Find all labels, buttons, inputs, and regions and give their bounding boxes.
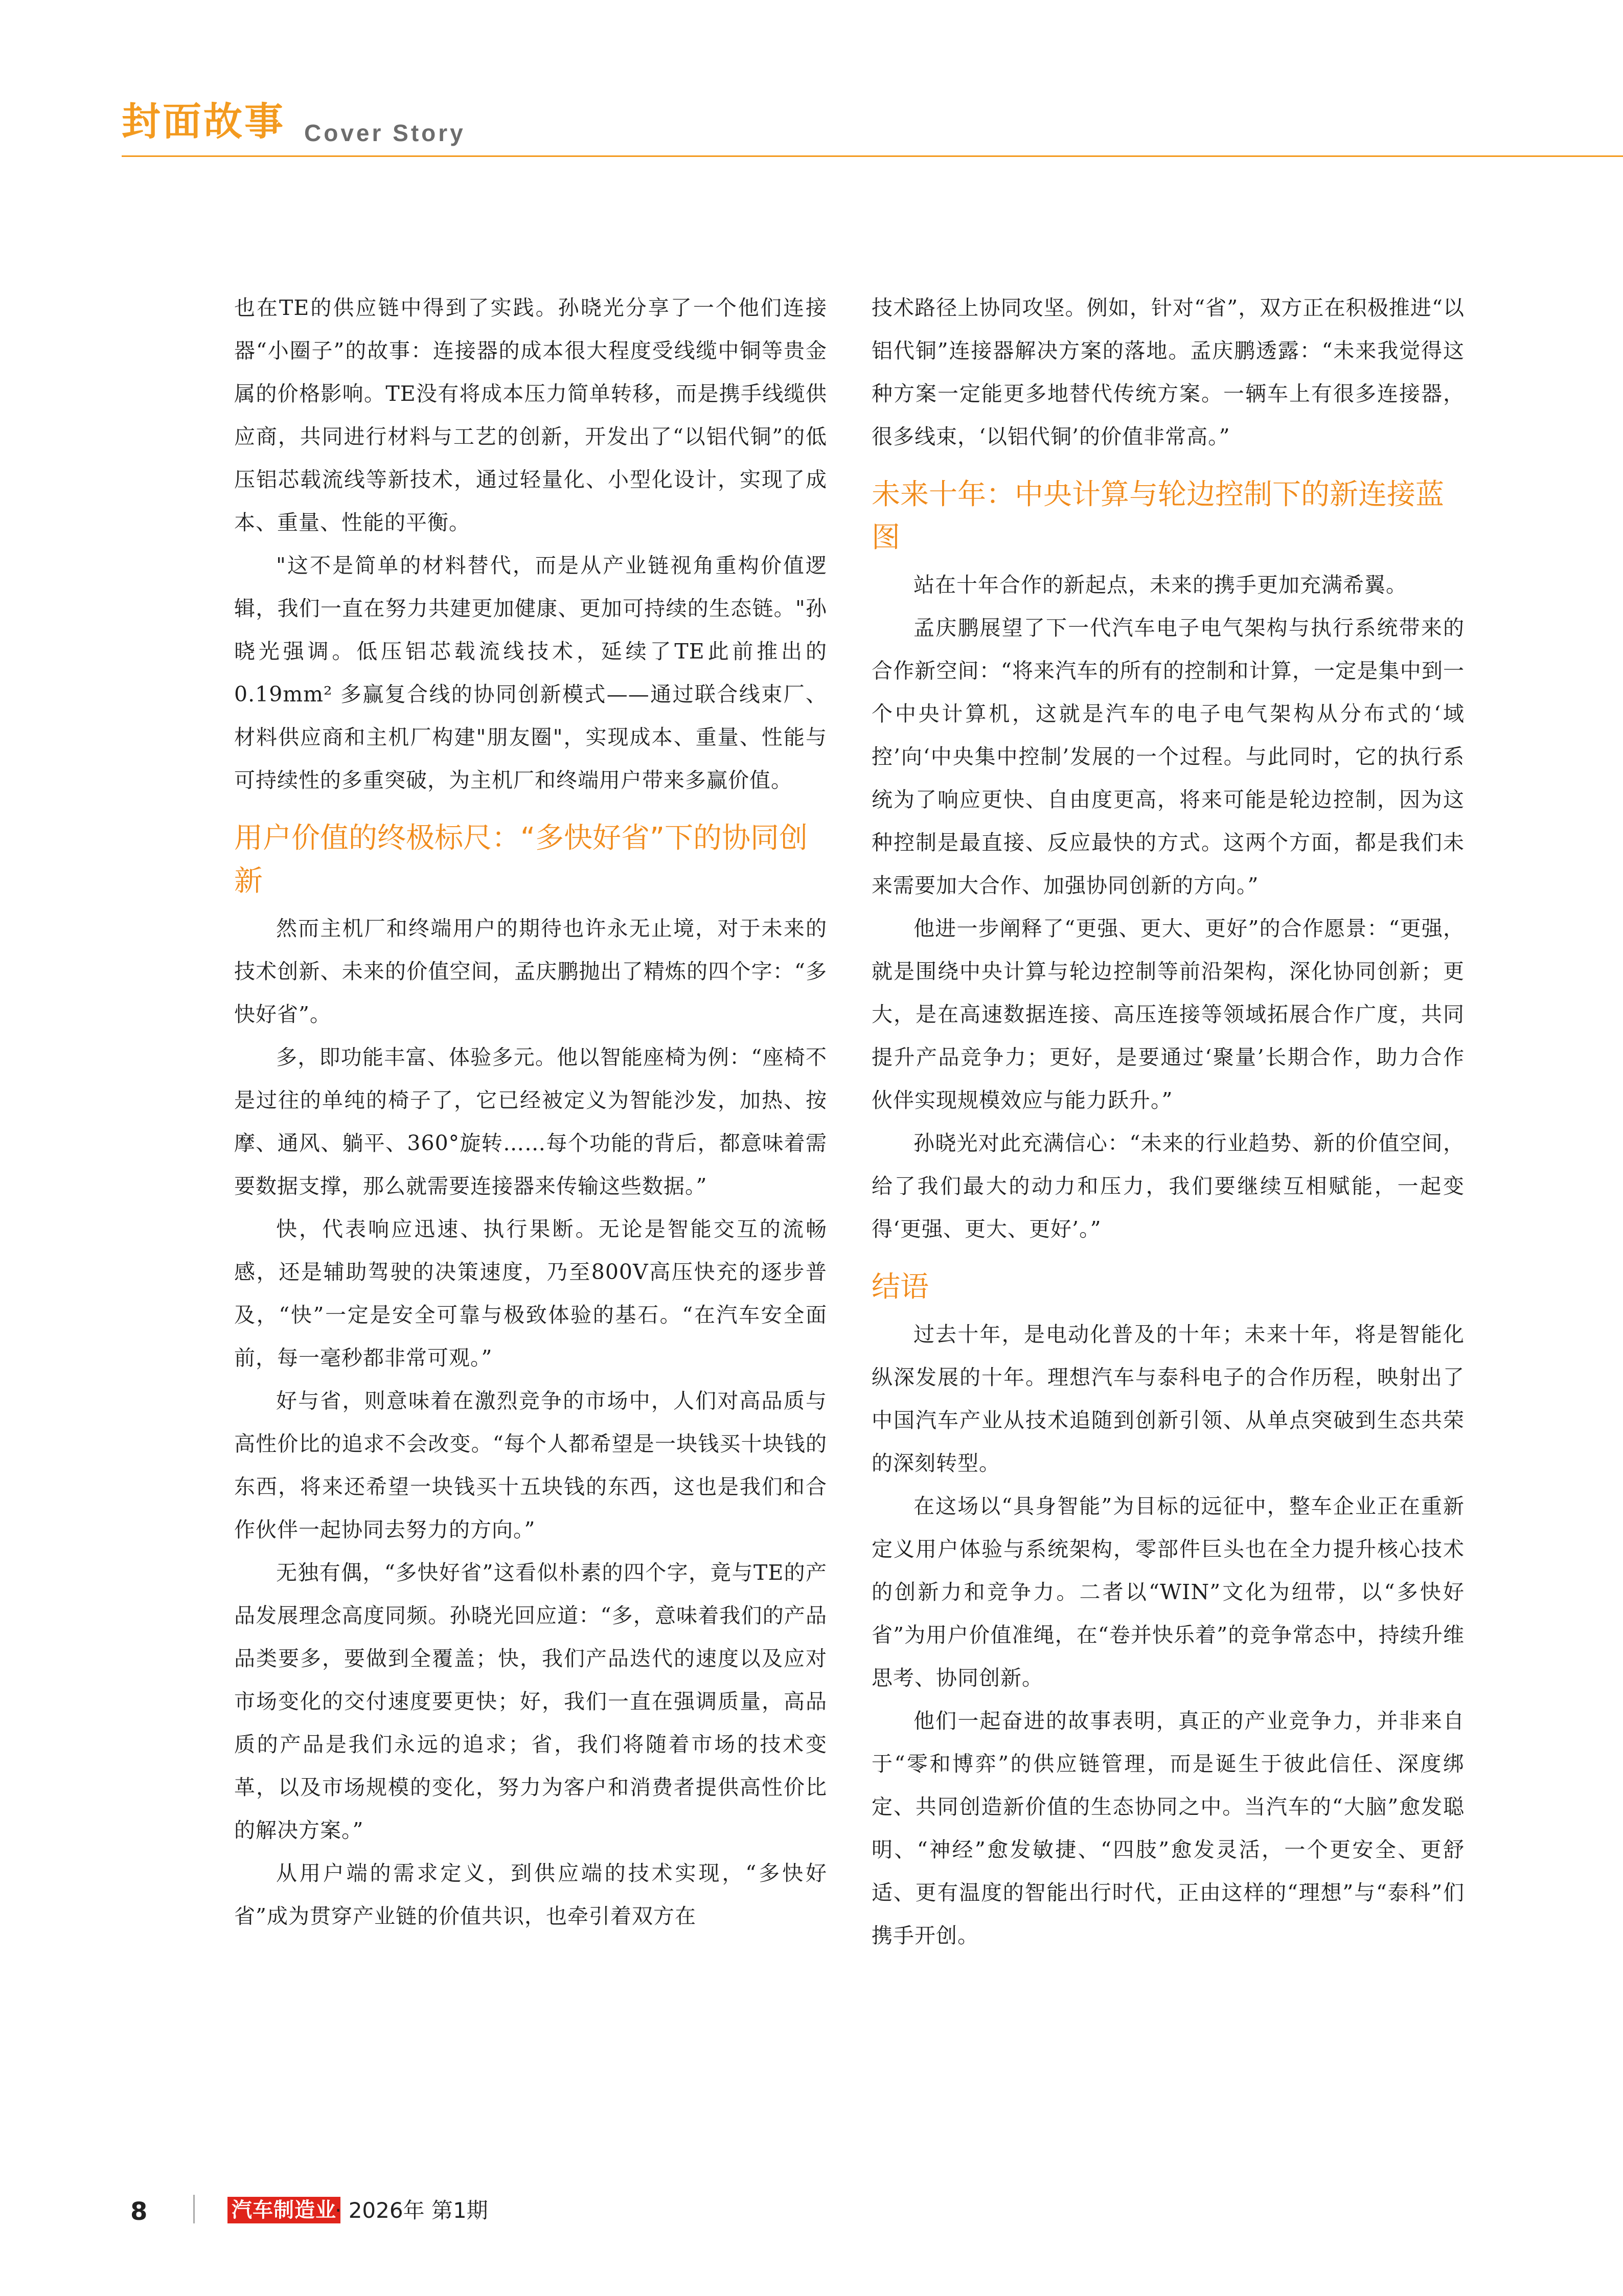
paragraph: 在这场以“具身智能”为目标的远征中，整车企业正在重新定义用户体验与系统架构，零部件巨头也在全力提升核心技术的创新力和竞争力。二者以“WIN”文化为纽带，以“多快好省”为用户价值准绳，在“卷并快乐着”的竞争常态中，持续升维思考、协同创新。 (872, 1494, 1465, 1690)
paragraph: "这不是简单的材料替代，而是从产业链视角重构价值逻辑，我们一直在努力共建更加健康、更加可持续的生态链。"孙晓光强调。低压铝芯载流线技术，延续了TE此前推出的0.19mm² 多赢复合线的协同创新模式——通过联合线束厂、材料供应商和主机厂构建"朋友圈"，实现成本、重量、性能与可持续性的多重突破，为主机厂和终端用户带来多赢价值。 (234, 553, 827, 792)
footer-divider (193, 2195, 195, 2223)
page-number: 8 (130, 2197, 148, 2226)
section-subtitle: Cover Story (304, 120, 466, 146)
paragraph: 过去十年，是电动化普及的十年；未来十年，将是智能化纵深发展的十年。理想汽车与泰科电子的合作历程，映射出了中国汽车产业从技术追随到创新引领、从单点突破到生态共荣的深刻转型。 (872, 1322, 1465, 1475)
issue-label: · 2026年 第1期 (335, 2198, 488, 2223)
page-header (0, 0, 1623, 164)
magazine-logo: 汽车制造业 (227, 2197, 340, 2223)
header-divider (122, 155, 1623, 157)
paragraph: 快，代表响应迅速、执行果断。无论是智能交互的流畅感，还是辅助驾驶的决策速度，乃至800V高压快充的逐步普及，“快”一定是安全可靠与极致体验的基石。“在汽车安全面前，每一毫秒都非常可观。” (234, 1217, 827, 1370)
left-column (234, 286, 827, 1938)
paragraph: 孟庆鹏展望了下一代汽车电子电气架构与执行系统带来的合作新空间：“将来汽车的所有的控制和计算，一定是集中到一个中央计算机，这就是汽车的电子电气架构从分布式的‘域控’向‘中央集中控制’发展的一个过程。与此同时，它的执行系统为了响应更快、自由度更高，将来可能是轮边控制，因为这种控制是最直接、反应最快的方式。这两个方面，都是我们未来需要加大合作、加强协同创新的方向。” (872, 616, 1465, 898)
paragraph: 然而主机厂和终端用户的期待也许永无止境，对于未来的技术创新、未来的价值空间，孟庆鹏抛出了精炼的四个字：“多快好省”。 (234, 916, 827, 1027)
paragraph: 也在TE的供应链中得到了实践。孙晓光分享了一个他们连接器“小圈子”的故事：连接器的成本很大程度受线缆中铜等贵金属的价格影响。TE没有将成本压力简单转移，而是携手线缆供应商，共同进行材料与工艺的创新，开发出了“以铝代铜”的低压铝芯载流线等新技术，通过轻量化、小型化设计，实现了成本、重量、性能的平衡。 (234, 295, 827, 535)
paragraph: 孙晓光对此充满信心：“未来的行业趋势、新的价值空间，给了我们最大的动力和压力，我们要继续互相赋能，一起变得‘更强、更大、更好’。” (872, 1131, 1465, 1241)
section-heading: 结语 (872, 1270, 929, 1304)
paragraph: 好与省，则意味着在激烈竞争的市场中，人们对高品质与高性价比的追求不会改变。“每个人都希望是一块钱买十块钱的东西，将来还希望一块钱买十五块钱的东西，这也是我们和合作伙伴一起协同去努力的方向。” (234, 1389, 827, 1542)
section-heading: 用户价值的终极标尺：“多快好省”下的协同创新 (234, 822, 808, 898)
paragraph: 多，即功能丰富、体验多元。他以智能座椅为例：“座椅不是过往的单纯的椅子了，它已经被定义为智能沙发，加热、按摩、通风、躺平、360°旋转……每个功能的背后，都意味着需要数据支撑，那么就需要连接器来传输这些数据。” (234, 1045, 827, 1198)
paragraph: 他进一步阐释了“更强、更大、更好”的合作愿景：“更强，就是围绕中央计算与轮边控制等前沿架构，深化协同创新；更大，是在高速数据连接、高压连接等领域拓展合作广度，共同提升产品竞争力；更好，是要通过‘聚量’长期合作，助力合作伙伴实现规模效应与能力跃升。” (872, 916, 1465, 1112)
right-column (872, 286, 1465, 1957)
section-title: 封面故事 (122, 99, 285, 144)
paragraph: 无独有偶，“多快好省”这看似朴素的四个字，竟与TE的产品发展理念高度同频。孙晓光回应道：“多，意味着我们的产品品类要多，要做到全覆盖；快，我们产品迭代的速度以及应对市场变化的交付速度要更快；好，我们一直在强调质量，高品质的产品是我们永远的追求；省，我们将随着市场的技术变革，以及市场规模的变化，努力为客户和消费者提供高性价比的解决方案。” (234, 1560, 827, 1843)
paragraph: 站在十年合作的新起点，未来的携手更加充满希翼。 (913, 573, 1407, 597)
paragraph: 从用户端的需求定义，到供应端的技术实现，“多快好省”成为贯穿产业链的价值共识，也牵引着双方在 (234, 1861, 827, 1928)
paragraph: 技术路径上协同攻坚。例如，针对“省”，双方正在积极推进“以铝代铜”连接器解决方案的落地。孟庆鹏透露：“未来我觉得这种方案一定能更多地替代传统方案。一辆车上有很多连接器，很多线束，‘以铝代铜’的价值非常高。” (872, 295, 1465, 449)
section-heading: 未来十年：中央计算与轮边控制下的新连接蓝图 (872, 478, 1444, 554)
paragraph: 他们一起奋进的故事表明，真正的产业竞争力，并非来自于“零和博弈”的供应链管理，而是诞生于彼此信任、深度绑定、共同创造新价值的生态协同之中。当汽车的“大脑”愈发聪明、“神经”愈发敏捷、“四肢”愈发灵活，一个更安全、更舒适、更有温度的智能出行时代，正由这样的“理想”与“泰科”们携手开创。 (872, 1709, 1465, 1948)
